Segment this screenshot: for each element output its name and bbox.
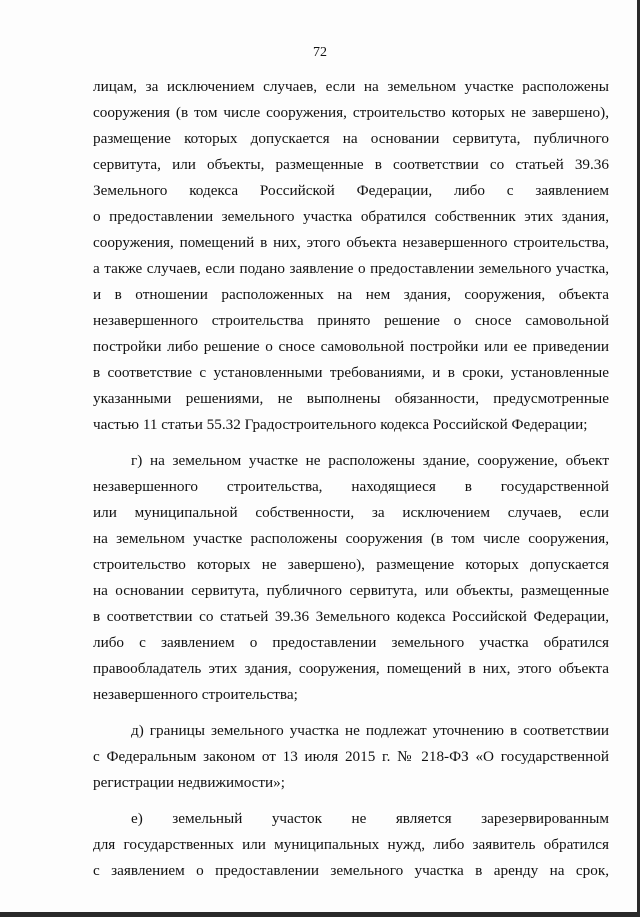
text-line: частью 11 статьи 55.32 Градостроительного кодекса Российской Федерации;: [93, 416, 588, 433]
text-line: сооружения, помещений в них, этого объекта незавершенного строительства,: [93, 234, 609, 251]
paragraph-item-g: [93, 448, 609, 708]
text-line: о предоставлении земельного участка обратился собственник этих здания,: [93, 208, 609, 225]
text-line: в соответствии со статьей 39.36 Земельного кодекса Российской Федерации,: [93, 608, 609, 625]
text-line: а также случаев, если подано заявление о предоставлении земельного участка,: [93, 260, 609, 277]
text-line: с заявлением о предоставлении земельного участка в аренду на срок,: [93, 862, 609, 879]
text-line: незавершенного строительства принято решение о сносе самовольной: [93, 312, 609, 329]
text-line: лицам, за исключением случаев, если на земельном участке расположены: [93, 78, 609, 95]
text-line: постройки либо решение о сносе самовольной постройки или ее приведении: [93, 338, 609, 355]
text-line: регистрации недвижимости»;: [93, 774, 285, 791]
paragraph-continuation: [93, 74, 609, 438]
text-line: правообладатель этих здания, сооружения, помещений в них, этого объекта: [93, 660, 609, 677]
text-line: е) земельный участок не является зарезервированным: [131, 810, 609, 827]
text-line: Земельного кодекса Российской Федерации, либо с заявлением: [93, 182, 609, 199]
text-line: сервитута, или объекты, размещенные в соответствии со статьей 39.36: [93, 156, 609, 173]
text-line: сооружения (в том числе сооружения, строительство которых не завершено),: [93, 104, 609, 121]
paragraph-item-e: [93, 806, 609, 884]
text-line: с Федеральным законом от 13 июля 2015 г. № 218-ФЗ «О государственной: [93, 748, 609, 765]
body-text: [93, 74, 609, 884]
text-line: в соответствие с установленными требованиями, и в сроки, установленные: [93, 364, 609, 381]
text-line: на земельном участке расположены сооружения (в том числе сооружения,: [93, 530, 609, 547]
text-line: и в отношении расположенных на нем здания, сооружения, объекта: [93, 286, 609, 303]
text-line: указанными решениями, не выполнены обязанности, предусмотренные: [93, 390, 609, 407]
text-line: строительство которых не завершено), размещение которых допускается: [93, 556, 609, 573]
paragraph-item-d: [93, 718, 609, 796]
text-line: размещение которых допускается на основании сервитута, публичного: [93, 130, 609, 147]
text-line: д) границы земельного участка не подлежат уточнению в соответствии: [131, 722, 609, 739]
text-line: незавершенного строительства;: [93, 686, 298, 703]
scan-edge-bottom: [0, 912, 640, 917]
text-line: для государственных или муниципальных нужд, либо заявитель обратился: [93, 836, 609, 853]
text-line: либо с заявлением о предоставлении земельного участка обратился: [93, 634, 609, 651]
text-line: г) на земельном участке не расположены здание, сооружение, объект: [131, 452, 609, 469]
page-number: 72: [313, 45, 327, 60]
text-line: на основании сервитута, публичного сервитута, или объекты, размещенные: [93, 582, 609, 599]
text-line: незавершенного строительства, находящиеся в государственной: [93, 478, 609, 495]
text-line: или муниципальной собственности, за исключением случаев, если: [93, 504, 609, 521]
